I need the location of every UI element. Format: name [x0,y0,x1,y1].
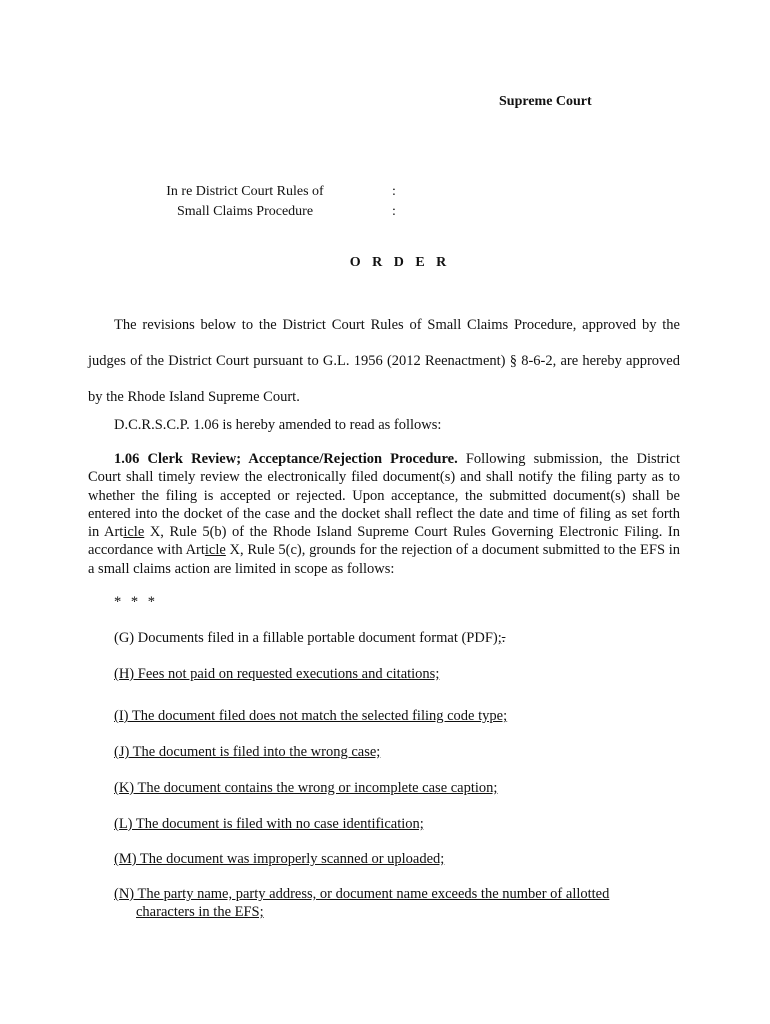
list-item-i: (I) The document filed does not match the selected filing code type; [114,708,508,724]
item-g-deletion: . [501,630,506,646]
item-n-line-2: characters in the EFS; [136,904,264,920]
caption-colon-2: : [392,204,396,219]
rule-paragraph [88,450,680,578]
order-title: O R D E R [349,255,451,270]
rule-body-1: Following submission, the District Court shall timely review the electronically filed document(s) and shall notify the filing party as to whether the filing is accepted or rejected. Upon acceptance, the submitted document(s) shall be entered into the docket of the case and the docket shall reflect the date and time of filing as set forth in Art [88,451,680,541]
court-name: Supreme Court [499,94,592,109]
item-g-insertion: ; [497,630,502,646]
rule-body-2: X, Rule 5(b) of the Rhode Island Supreme Court Rules Governing Electronic Filing. In accordance with Art [88,524,680,559]
rule-body-3: X, Rule 5(c), grounds for the rejection of a document submitted to the EFS in a small claims action are limited in scope as follows: [88,542,680,577]
amendment-line: D.C.R.S.C.P. 1.06 is hereby amended to read as follows: [114,417,442,433]
caption-line-2: Small Claims Procedure [176,204,314,219]
rule-heading: 1.06 Clerk Review; Acceptance/Rejection Procedure. [114,451,458,467]
list-item-k: (K) The document contains the wrong or incomplete case caption; [114,780,498,796]
caption-line-1: In re District Court Rules of [166,184,324,199]
omission-marker: * * * [114,594,158,610]
case-caption [150,182,410,222]
list-item-m: (M) The document was improperly scanned or uploaded; [114,851,445,867]
caption-colon-1: : [392,184,396,199]
intro-paragraph: The revisions below to the District Court Rules of Small Claims Procedure, approved by the judges of the District Court pursuant to G.L. 1956 (2012 Reenactment) § 8-6-2, are hereby approved by the Rhode Island Supreme Court. [88,317,680,405]
rule-insertion-1: icle [123,524,145,541]
list-item-n [114,885,674,921]
list-item-j: (J) The document is filed into the wrong case; [114,744,381,760]
rule-insertion-2: icle [204,542,226,559]
list-item-h: (H) Fees not paid on requested executions and citations; [114,666,440,682]
item-g-text: (G) Documents filed in a fillable portable document format (PDF) [114,630,498,646]
list-item-g [114,629,674,647]
item-n-line-1: (N) The party name, party address, or document name exceeds the number of allotted [114,886,610,902]
list-item-l: (L) The document is filed with no case identification; [114,816,424,832]
